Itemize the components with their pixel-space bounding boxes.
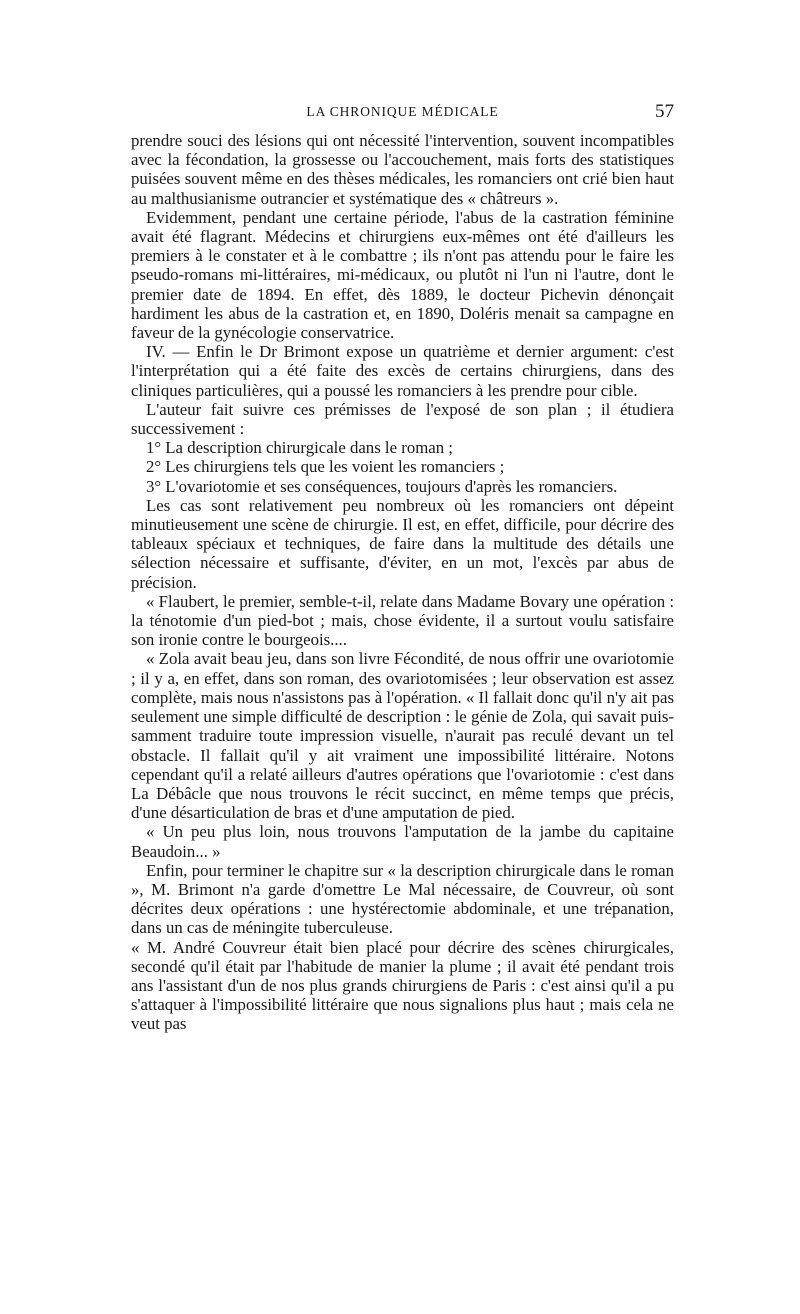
paragraph: « M. André Couvreur était bien placé pour décrire des scènes chirurgicales, secondé qu'il était par l'habitude de manier la plume ; il avait été pendant trois ans l'assistant d'un de nos plus grands chirurgiens de Paris : c'est ainsi qu'il a pu s'attaquer à l'impossibilité littéraire que nous signalions plus haut ; mais cela ne veut pas [131, 937, 674, 1034]
page-number: 57 [655, 101, 674, 122]
paragraph: 2° Les chirurgiens tels que les voient les romanciers ; [146, 457, 505, 477]
paragraph: 1° La description chirurgicale dans le roman ; [146, 438, 453, 458]
paragraph: « Flaubert, le premier, semble-t-il, relate dans Madame Bovary une opération : la ténotomie d'un pied-bot ; mais, chose évidente, il a surtout voulu satisfaire son ironie contre le bourgeois.... [131, 591, 674, 650]
paragraph: Enfin, pour terminer le chapitre sur « la description chirurgicale dans le roman », M. Brimont n'a garde d'omettre Le Mal nécessaire, de Couvreur, où sont décrites deux opérations : une hystérectomie abdominale, et une trépanation, dans un cas de méningite tuberculeuse. [131, 860, 674, 938]
running-title: LA CHRONIQUE MÉDICALE [306, 104, 499, 119]
running-head [131, 101, 674, 128]
paragraph: 3° L'ovariotomie et ses conséquences, toujours d'après les romanciers. [146, 476, 618, 496]
paragraph: L'auteur fait suivre ces prémisses de l'exposé de son plan ; il étudiera successivement : [131, 399, 674, 439]
text-body [131, 131, 674, 1034]
paragraph: « Zola avait beau jeu, dans son livre Fécondité, de nous offrir une ovariotomie ; il y a, en effet, dans son roman, des ovariotomisées ; leur observation est assez complète, mais nous n'assistons pas à l'opération. « Il fallait donc qu'il n'y ait pas seulement une simple difficulté de description : le génie de Zola, qui savait puissamment traduire toute impression visuelle, n'aurait pas reculé devant un tel obstacle. Il fallait qu'il y ait vraiment une impossibilité littéraire. Notons cependant qu'il a relaté ailleurs d'autres opérations que l'ovariotomie : c'est dans La Débâcle que nous trouvons le récit succinct, en même temps que précis, d'une désarticulation de bras et d'une amputation de pied. [131, 649, 674, 823]
paragraph: prendre souci des lésions qui ont nécessité l'intervention, souvent incompatibles avec la fécondation, la grossesse ou l'accouchement, mais forts des statistiques puisées souvent même en des thèses médicales, les romanciers ont crié bien haut au malthusianisme outrancier et systématique des « châtreurs ». [131, 131, 674, 208]
paragraph: Les cas sont relativement peu nombreux où les romanciers ont dépeint minutieusement une scène de chirurgie. Il est, en effet, difficile, pour décrire des tableaux spéciaux et techniques, de faire dans la multitude des détails une sélection nécessaire et suffisante, d'éviter, en un mot, l'excès par abus de précision. [131, 495, 674, 592]
paragraph: IV. — Enfin le Dr Brimont expose un quatrième et dernier argument: c'est l'interprétation qui a été faite des excès de certains chirurgiens, dans des cliniques particulières, qui a poussé les romanciers à les prendre pour cible. [131, 342, 674, 400]
paragraph: Evidemment, pendant une certaine période, l'abus de la castration féminine avait été flagrant. Médecins et chirurgiens eux-mêmes ont été d'ailleurs les premiers à le constater et à le combattre ; ils n'ont pas attendu pour le faire les pseudo-romans mi-littéraires, mi-médicaux, ou plutôt ni l'un ni l'autre, dont le premier date de 1894. En effet, dès 1889, le docteur Pichevin dénonçait hardiment les abus de la castration et, en 1890, Doléris menait sa campagne en faveur de la gynécologie conservatrice. [131, 207, 674, 343]
paragraph: « Un peu plus loin, nous trouvons l'amputation de la jambe du capitaine Beaudoin... » [131, 822, 674, 861]
